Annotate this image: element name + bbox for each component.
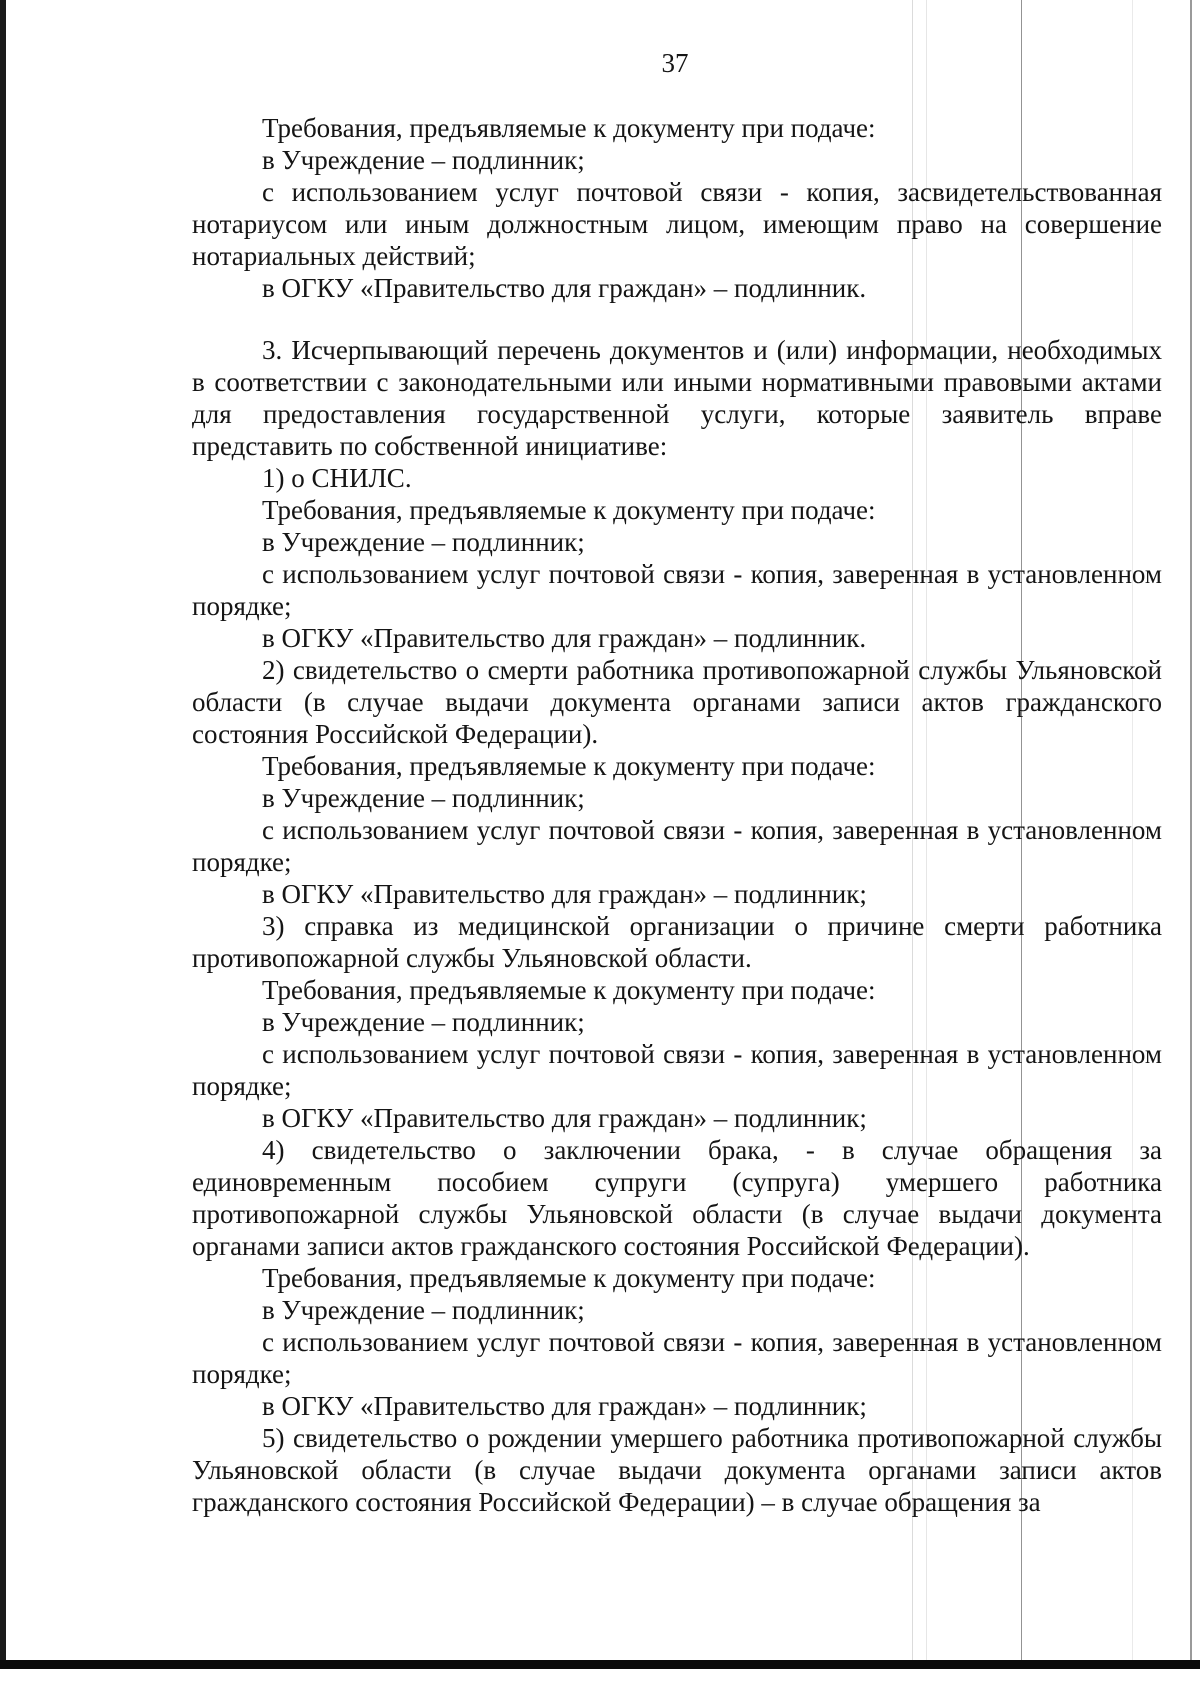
paragraph: Требования, предъявляемые к документу при подаче: [262, 975, 876, 1005]
paragraph: в Учреждение – подлинник; [262, 527, 585, 557]
paragraph: с использованием услуг почтовой связи - копия, засвидетельствованная нотариусом или иным должностным лицом, имеющим право на совершение нотариальных действий; [192, 177, 1162, 271]
page-number: 37 [661, 48, 689, 78]
paragraph: 5) свидетельство о рождении умершего работника противопожарной службы Ульяновской области (в случае выдачи документа органами записи актов гражданского состояния Российской Федерации) – в случае обращения за [192, 1423, 1162, 1517]
paragraph: в ОГКУ «Правительство для граждан» – подлинник. [262, 623, 867, 653]
document-body [192, 112, 1162, 1518]
paragraph: 1) о СНИЛС. [262, 463, 412, 493]
paragraph: с использованием услуг почтовой связи - копия, заверенная в установленном порядке; [192, 815, 1162, 877]
scan-right-edge [1190, 0, 1192, 1669]
paragraph: в Учреждение – подлинник; [262, 145, 585, 175]
paragraph: Требования, предъявляемые к документу при подаче: [262, 751, 876, 781]
paragraph: 3. Исчерпывающий перечень документов и (или) информации, необходимых в соответствии с законодательными или иными нормативными правовыми актами для предоставления государственной услуги, которые заявитель вправе представить по собственной инициативе: [192, 335, 1162, 461]
paragraph: с использованием услуг почтовой связи - копия, заверенная в установленном порядке; [192, 1039, 1162, 1101]
scan-bottom-border [0, 1660, 1200, 1669]
paragraph: 2) свидетельство о смерти работника противопожарной службы Ульяновской области (в случае выдачи документа органами записи актов гражданского состояния Российской Федерации). [192, 655, 1162, 749]
paragraph: с использованием услуг почтовой связи - копия, заверенная в установленном порядке; [192, 559, 1162, 621]
paragraph: в ОГКУ «Правительство для граждан» – подлинник. [262, 273, 867, 303]
paragraph: в ОГКУ «Правительство для граждан» – подлинник; [262, 1103, 867, 1133]
paragraph: с использованием услуг почтовой связи - копия, заверенная в установленном порядке; [192, 1327, 1162, 1389]
paragraph: в Учреждение – подлинник; [262, 1007, 585, 1037]
paragraph: в ОГКУ «Правительство для граждан» – подлинник; [262, 1391, 867, 1421]
scan-left-border [0, 0, 6, 1669]
paragraph: 3) справка из медицинской организации о причине смерти работника противопожарной службы Ульяновской области. [192, 911, 1162, 973]
paragraph: Требования, предъявляемые к документу при подаче: [262, 495, 876, 525]
paragraph: Требования, предъявляемые к документу при подаче: [262, 113, 876, 143]
paragraph: Требования, предъявляемые к документу при подаче: [262, 1263, 876, 1293]
paragraph: в ОГКУ «Правительство для граждан» – подлинник; [262, 879, 867, 909]
paragraph: в Учреждение – подлинник; [262, 1295, 585, 1325]
paragraph: 4) свидетельство о заключении брака, - в случае обращения за единовременным пособием супруги (супруга) умершего работника противопожарной службы Ульяновской области (в случае выдачи документа органами записи актов гражданского состояния Российской Федерации). [192, 1135, 1162, 1261]
paragraph: в Учреждение – подлинник; [262, 783, 585, 813]
